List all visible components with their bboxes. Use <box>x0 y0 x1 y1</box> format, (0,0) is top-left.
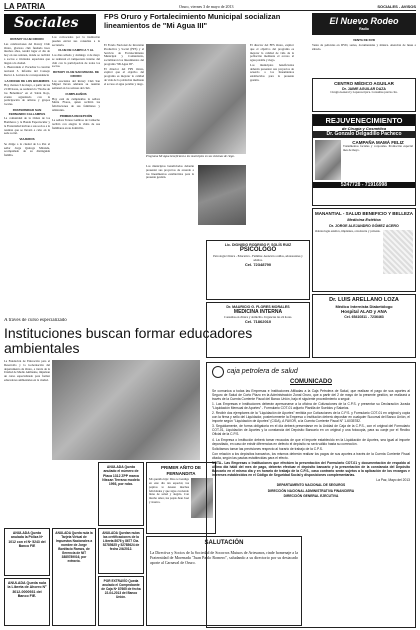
item-text: Las celebraciones del Rotary Club Oruro, glorioso club fundado hace muchos años, tendrá lugar el día de hoy en sus salones, donde se recibirá a socios e invitados especiales que llegan a la ciudad. <box>4 41 50 65</box>
cps-nota: NOTA.- Las Empresas o Instituciones que efectúen la presentación del Formulario COT-01 y documentación de respaldo al último día hábil del mes de pago, deberán efectuar el depósito bancario y la presentación de la constancia del Depósito Bancario en el mismo día y en horario de trabajo de la C.P.S., caso contrario serán sujetos a la aplicación de los recargos e intereses establecidos en el Código de Seguridad Social y disposiciones complementarias. <box>212 461 410 478</box>
rejuv-title: REJUVENECIMIENTO <box>313 115 415 126</box>
cps-item: 4. La Empresa o Institución deberá tomar recaudos de que el importe establecido en la Liquidación de Aportes, sea igual al importe depositado, en caso de existir diferencias en defecto el depósito no será válido hasta su corrección. <box>212 437 410 446</box>
cps-text: Con relación a los depósitos bancarios, los mismos deberán realizar los pagos de sus aportes a través de la Cuenta Corriente Fiscal citada, según las pautas establecidas para el efecto. <box>212 451 410 460</box>
radio-sub: Radio <box>359 27 369 32</box>
salutacion-title: SALUTACIÓN <box>204 540 244 546</box>
cps-title: COMUNICADO <box>290 379 332 385</box>
item-heading: FRATERNIDAD SAN FERNANDO CALLAMPAS <box>8 107 46 116</box>
ad-radio <box>312 13 416 35</box>
item-text: Los días sábado y domingo 4 de mayo se realizará el campeonato interno del club con la participación de todos los socios. <box>52 53 100 69</box>
cps-place: La Paz, Mayo del 2013 <box>376 478 410 483</box>
sociales-title: Sociales <box>14 15 79 31</box>
dental-sub: Medicina Estética <box>347 216 381 222</box>
article-text: El Fondo Nacional de Inversión Productiva y Social (FPS) y el Servicio de Fortalecimiento Municipal y Comunitario, socializaron los lineamientos del programa "Mi Agua III". <box>104 44 144 66</box>
rejuv-photo <box>315 140 341 180</box>
item-text: La comunidad de la Orden de los Bomberos y la Banda Espectacular y la Fraternidad invitan a sus socios a la reunión que se llevará a cabo en la sede social. <box>4 116 50 136</box>
ambientales-headline: Instituciones buscan formar educadores ambientales <box>4 326 253 356</box>
item-text: 1. Bienvenida 2. Escuchar la canción nacional 3. Informe del Consejo Rector 4. Lectura de correspondencia <box>4 65 50 77</box>
rejuv-name: Dr. Gonzalo Delgadillo Pacheco <box>313 131 415 137</box>
cps-sign: DEPARTAMENTO NACIONAL DE SEGUROS <box>276 483 346 488</box>
venta-title: VENTA DE DVD <box>352 38 375 42</box>
psico-title: PSICÓLOGO <box>239 247 277 254</box>
rejuv-sub: de Cirugía y Cosmética <box>341 126 387 132</box>
article-text: El director del FPS Oruro, explicó que el objetivo del programa es mejorar la calidad de vida de la población mediante el acceso al agua potable y riego. <box>250 44 294 62</box>
ambientales-kicker: A través de curso especializado <box>4 318 67 323</box>
mauricio-name: Dr. MAURICIO G. FLORES MORALES <box>226 305 290 309</box>
section-label: SOCIALES - AVISOS <box>377 4 416 9</box>
ad-anulada-placa: ANULADA Queda anulado el número de Placa 1312 ZPP marca Nissan Terrano modelo 1993, por robo. <box>98 462 144 526</box>
ad-extravio: POR EXTRAVÍO Queda anulado el Comprobante de Caja Nº 87665 de fecha 22-04-2013 del Banco Unión. <box>98 576 144 626</box>
loza-title: Médico Internista Diabetólogo <box>335 303 393 309</box>
item-text: La señora Teresa Gamboa de Camacho recibió con alegría la visita de sus familiares en su domicilio. <box>52 118 100 130</box>
cps-body <box>212 389 410 498</box>
loza-phone: Cel. 65410811 - 7236463 <box>344 314 384 319</box>
article-text: El director del FPS Oruro, explicó que el objetivo del programa es mejorar la calidad de vida de la población mediante el acceso al agua potable y riego. <box>104 66 144 86</box>
ad-anulada-poliza: ANULADA Queda anulada la Póliza Nº 1012 con el Nº 5243 del Banco FIE <box>4 528 50 576</box>
newspaper-brand: LA PATRIA <box>4 2 46 11</box>
cps-sign: DIRECCIÓN GENERAL EJECUTIVA <box>283 493 339 498</box>
dental-title: MANANTIAL - SALUD BENEFICIO Y BELLEZA <box>315 211 414 216</box>
rejuv-phone: 5247728 - 71916998 <box>313 182 415 188</box>
sociales-banner <box>4 14 96 34</box>
fps-body-2 <box>146 165 194 315</box>
dental-name: Dr. JORGE ALEJANDRO GÓMEZ ACERO <box>329 223 399 228</box>
medico-text: Cirugía General y Laparoscópica. Consultas previa cita. <box>330 90 398 94</box>
fps-photo-small <box>198 165 246 225</box>
ad-anulada-libreta: ANULADA Queda nula la Libreta de Ahorro Nº 3012-0000931 del Banco FIE. <box>4 578 50 626</box>
ad-anulada-tarjeta: ANULADA Queda nula la Tarjeta Virtual de Impuestos Nacionales a nombre de Jorge Bonifacio Ramos, de Gerencia de NIT 3885789016, por extravío. <box>52 528 96 626</box>
dental-text: Odontología estética, implantes, ortodoncia y prótesis. <box>315 229 381 234</box>
mauricio-phone: Cel. 71862010 <box>244 319 272 325</box>
cps-intro: Se comunica a todas las Empresas e Instituciones Afiliadas a la Caja Petrolera de Salud, que realizan el pago de sus aportes al Seguro de Salud de Corto Plazo en la Administración Zonal Oruro, que a partir del 2 de mayo de la presente gestión, se realizará a través de la Cuenta Corriente Fiscal del Banco Unión, bajo el siguiente procedimiento a seguir. <box>212 388 410 401</box>
loza-name: Dr. LUIS ARELLANO LOZA <box>329 297 399 303</box>
cps-item: 3. Seguidamente, de forma obligatoria en el día deberá presentarse en la Unidad de Caja de la C.P.S., con el original del Formulario COT-01, Liquidación de Aportes y la constancia del Depósito Bancario en un original y una fotocopia, para su canje por el Recibo Oficial de la C.P.S. <box>212 424 410 437</box>
ad-arellano <box>312 294 416 358</box>
item-text: Hoy viernes 3 de mayo, a partir de las 21:00 horas, se realizará la "Noche de los Bohemios" en el Salón Rojo, evento organizado con la participación de artistas y grupos locales. <box>4 83 50 106</box>
ad-psicologo <box>206 240 310 300</box>
cps-comunicado <box>206 362 416 628</box>
psico-text: Psicología Clínica - Educativa - Familiar. Atención a niños, adolescentes y adultos. <box>213 253 303 262</box>
article-text: Los municipios beneficiados deberán presentar sus proyectos de acuerdo a los lineamientos establecidos para la presente gestión. <box>146 165 194 180</box>
masthead <box>4 2 416 11</box>
mauricio-title: MEDICINA INTERNA <box>233 309 283 316</box>
item-heading: PRIMERA RECEPCIÓN <box>59 113 93 118</box>
ad-rejuvenecimiento <box>312 114 416 206</box>
ambientales-photo <box>52 360 200 460</box>
item-text: Los convocados por la institución pueden enviar sus consultas a la secretaría. <box>52 36 100 47</box>
psico-name: Lic. DIONISIO RODRIGO F. SOLÍS RUIZ <box>224 243 292 247</box>
cps-text: Solicitamos tomar las previsiones respecto al horario de trabajo de la C.P.S. <box>212 446 323 451</box>
ad-medicina-interna <box>206 302 310 358</box>
cps-sign: DIRECCIÓN NACIONAL ADMINISTRATIVA FINANCIERA <box>267 488 355 493</box>
rejuv-text: Tratamientos faciales y corporales. Promoción especial mes de mayo. <box>343 144 413 152</box>
ad-venta-dvd <box>312 37 416 75</box>
cps-logo-icon <box>212 366 224 378</box>
fps-photo <box>146 44 246 154</box>
cps-item: 2. Recibir dos ejemplares de la "Liquidación de Aportes" emitida por Cotizaciones de la C.P.S. y Formulario COT-01 en original y copia con la firma y sello del Liquidador, posteriormente la Empresa o Institución deberá depositar en cualquier Sucursal del Banco Unión, el importe según "Liquidación de Aportes" (CIDA), A FAVOR, a la Cuenta Corriente Fiscal N° 1-6035782. <box>212 410 410 424</box>
sociales-column-2 <box>52 36 100 326</box>
fps-body-1 <box>104 44 144 314</box>
item-text: Se dirige a la ciudad de La Paz el señor Jorge Quiroga Miranda, acompañado de su distinguida familia. <box>4 141 50 157</box>
ad-centro-medico <box>312 78 416 112</box>
loza-hosp: Hospital ALAD y ANA <box>341 308 387 314</box>
ambientales-body: La Fundación de Educación para el Desarrollo y la Gobernación del departamento de Oruro, a través de la Unidad de Medio Ambiente, impulsan un curso especializado para formar educadores ambientales en la ciudad. <box>4 360 50 382</box>
psico-phone: Cel. 72348790 <box>244 262 272 268</box>
fps-photo-caption: Programa Mi Agua beneficiará a los municipios en sus sistemas de riego. <box>146 155 235 158</box>
mauricio-text: Consultas en clínica y domicilio. Urgencias las 24 horas. <box>223 314 293 319</box>
venta-text: Venta de películas en DVD, series, documentales y música. Atención de lunes a sábado. <box>312 42 416 51</box>
item-heading: CUMPLEAÑOS <box>65 91 87 96</box>
item-text: Hoy está de cumpleaños la señora María Flores, quien recibirá las felicitaciones de sus familiares y amistades. <box>52 96 100 112</box>
ad-anulada-certificaciones: ANULADA Quedan nulas las certificaciones de la Libreta 8676 y 8677 Cta. 52785625 y 52785624 de fecha 2/4/2012. <box>98 528 144 574</box>
item-text: Los asociados del Rotary Club San Miguel llevan adelante su reunión semanal en los salones del club. <box>52 78 100 90</box>
sociales-column-1 <box>4 36 50 326</box>
homenaje-title: PRIMER AÑITO DE FERNANDITA <box>160 465 201 476</box>
homenaje-text: Mi querida hija: Dios te bendiga en este día tan especial, tus papitos te desean muchas felicidades y que sigas creciendo llena de salud y alegría. Con mucho amor, tus papás Juan José y Jessica. <box>149 477 189 504</box>
medico-name: Dr. JAIME AGUILAR DAZA <box>342 86 386 91</box>
item-heading: LA NOCHE DE LOS BOHEMIOS <box>4 78 50 83</box>
salutacion-text: La Directiva y Socios de la Sociedad de Socorros Mutuos de Artesanos, rinde homenaje a la Fraternidad de Morenada "Juan Pablo Romero", saludando a su directorio por su destacado aporte al Carnaval de Oruro. <box>150 549 298 565</box>
item-heading: VIAJEROS <box>19 137 35 141</box>
fps-headline: FPS Oruro y Fortalecimiento Municipal socializan lineamientos de "Mi Agua III" <box>104 13 281 30</box>
ad-manantial <box>312 208 416 292</box>
rejuv-promo: CAMPAÑA MAMÁ FELIZ <box>352 139 404 145</box>
item-heading: ROTARY CLUB SAN MIGUEL DE ORURO <box>52 70 100 78</box>
cps-org: caja petrolera de salud <box>227 367 298 375</box>
article-text: Los municipios beneficiados deberán presentar sus proyectos de acuerdo a los lineamientos establecidos para la presente gestión. <box>250 62 294 82</box>
radio-title: El Nuevo Rodeo <box>329 16 399 26</box>
cps-item: 1. Las Empresas e Instituciones deberán apersonarse a la oficina de Cotizaciones de la C.P.S. y presentar su Declaración Jurada "Liquidación Mensual de Aportes" - Formulario COT-01 adjunto Planilla de Sueldos y Salarios. <box>212 401 410 410</box>
issue-date: Oruro, viernes 3 de mayo de 2013 <box>179 4 234 9</box>
medico-title: CENTRO MÉDICO AGUILAR <box>334 81 394 86</box>
item-heading: ROTARY CLUB ORURO <box>10 37 44 41</box>
dental-image <box>383 230 413 274</box>
item-heading: CLUB DE CAMPO A Y AL <box>58 48 94 53</box>
